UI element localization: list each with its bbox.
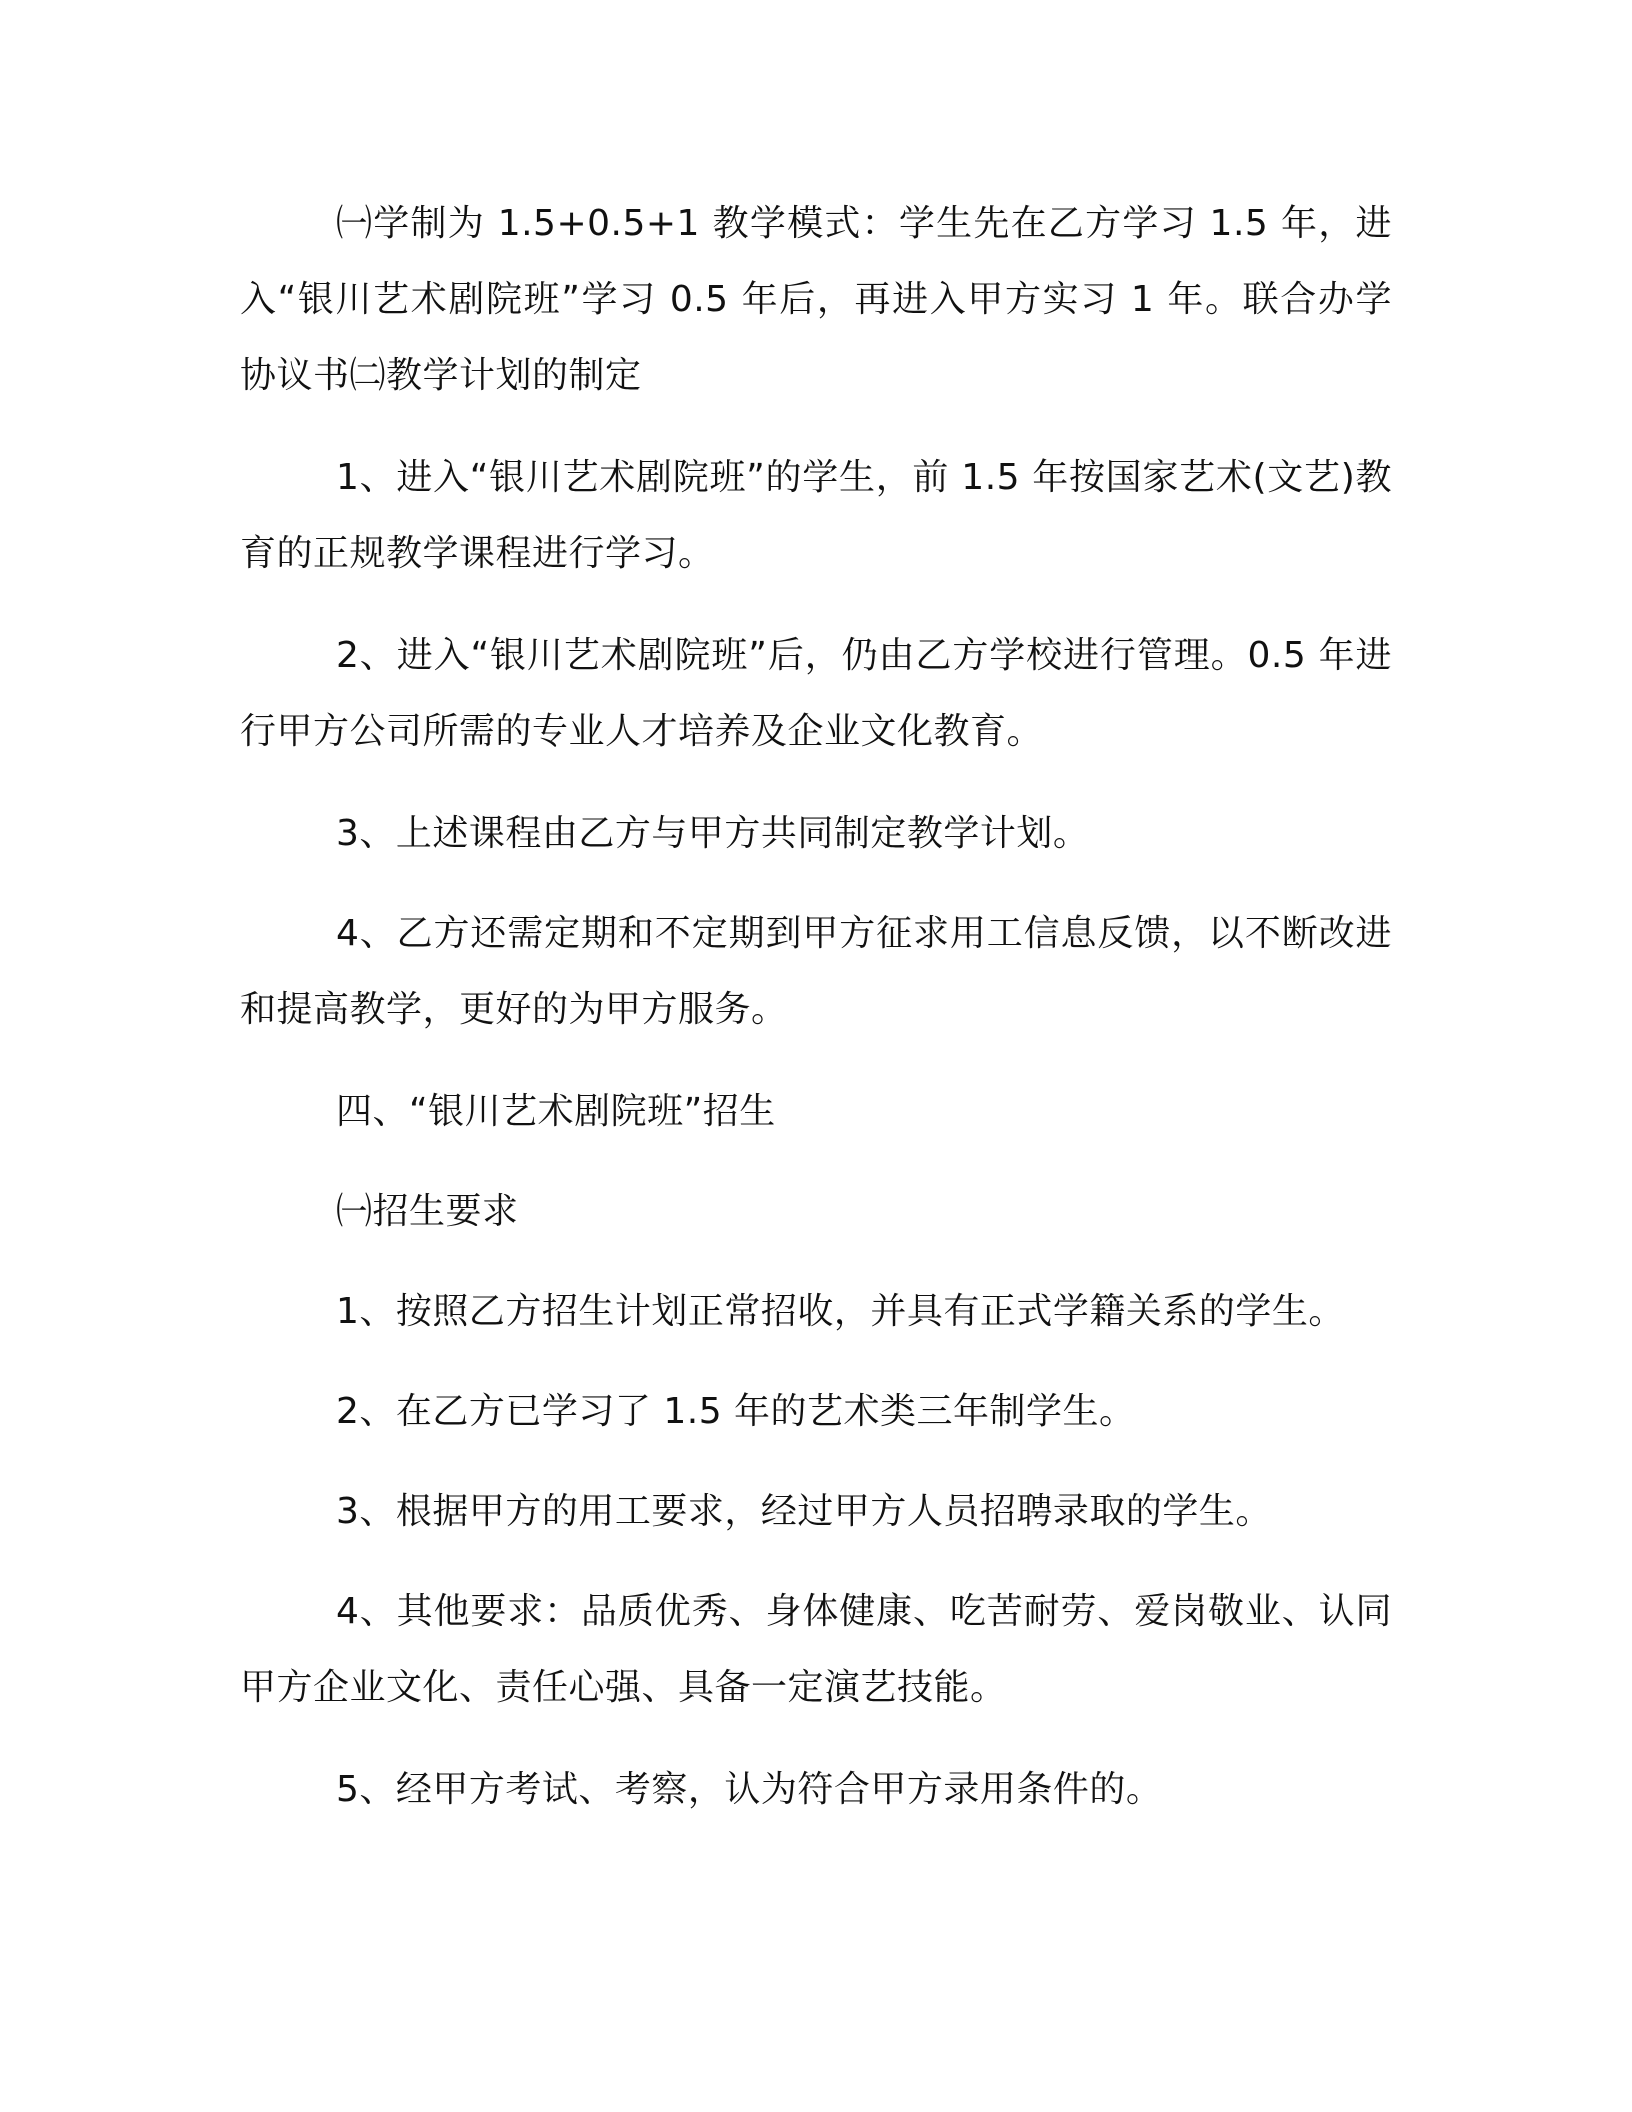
paragraph-item-1: 1、进入“银川艺术剧院班”的学生，前 1.5 年按国家艺术(文艺)教育的正规教学课程进行学习。	[240, 457, 1392, 574]
requirement-item-2: 2、在乙方已学习了 1.5 年的艺术类三年制学生。	[336, 1391, 1136, 1432]
requirement-item-5: 5、经甲方考试、考察，认为符合甲方录用条件的。	[336, 1769, 1163, 1810]
section-heading-enrollment: 四、“银川艺术剧院班”招生	[336, 1091, 776, 1132]
paragraph-item-2: 2、进入“银川艺术剧院班”后，仍由乙方学校进行管理。0.5 年进行甲方公司所需的专业人才培养及企业文化教育。	[240, 635, 1392, 752]
paragraph-item-4: 4、乙方还需定期和不定期到甲方征求用工信息反馈，以不断改进和提高教学，更好的为甲方服务。	[240, 913, 1392, 1030]
paragraph-teaching-mode: ㈠学制为 1.5+0.5+1 教学模式：学生先在乙方学习 1.5 年，进入“银川艺术剧院班”学习 0.5 年后，再进入甲方实习 1 年。联合办学协议书㈡教学计划的制定	[240, 203, 1392, 396]
requirement-item-3: 3、根据甲方的用工要求，经过甲方人员招聘录取的学生。	[336, 1491, 1272, 1532]
subsection-heading-requirements: ㈠招生要求	[336, 1191, 519, 1232]
paragraph-item-3: 3、上述课程由乙方与甲方共同制定教学计划。	[336, 813, 1090, 854]
requirement-item-4: 4、其他要求：品质优秀、身体健康、吃苦耐劳、爱岗敬业、认同甲方企业文化、责任心强、具备一定演艺技能。	[240, 1591, 1392, 1708]
document-body	[240, 186, 1392, 1854]
requirement-item-1: 1、按照乙方招生计划正常招收，并具有正式学籍关系的学生。	[336, 1291, 1345, 1332]
